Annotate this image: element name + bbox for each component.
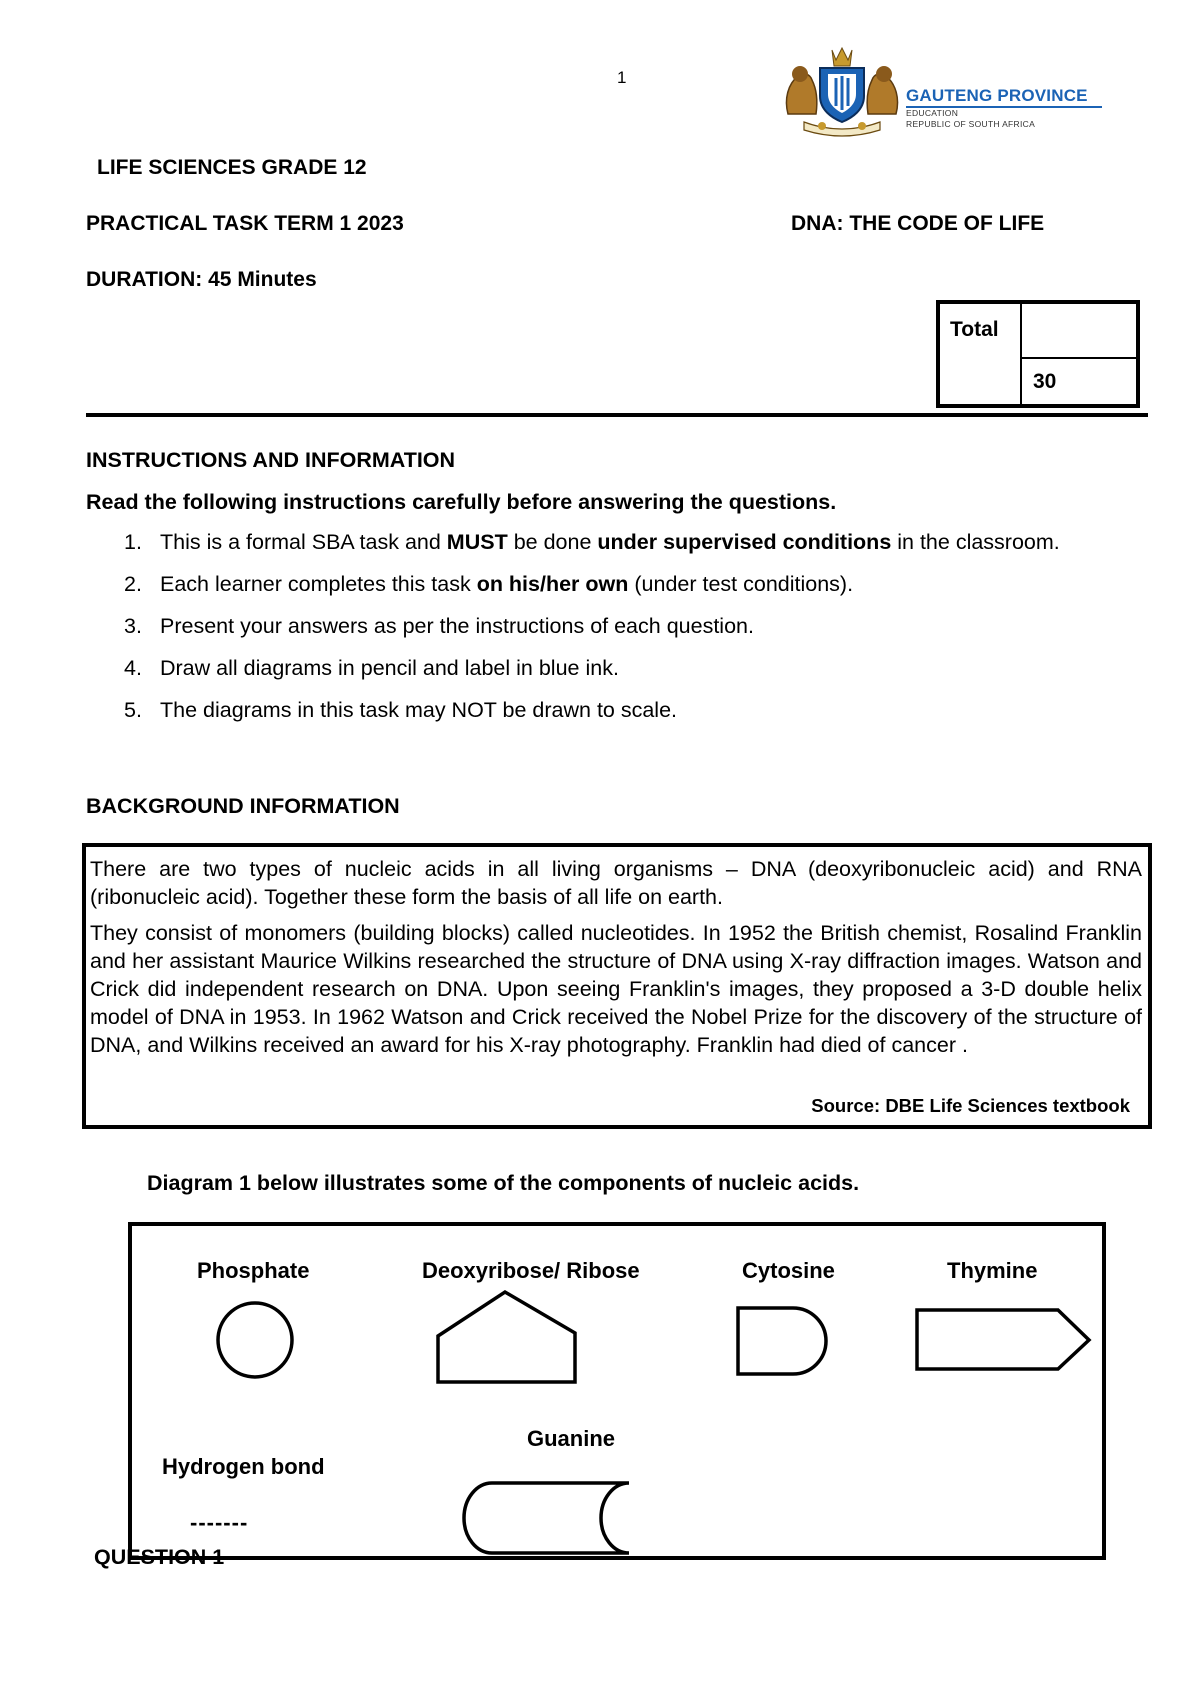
list-item: 2. Each learner completes this task on his/her own (under test conditions). (124, 572, 854, 596)
page-number: 1 (617, 68, 627, 87)
list-item: 3. Present your answers as per the instructions of each question. (124, 614, 754, 638)
diagram-caption: Diagram 1 below illustrates some of the components of nucleic acids. (147, 1171, 860, 1195)
task-title: PRACTICAL TASK TERM 1 2023 (86, 212, 404, 235)
header-rule (86, 413, 1148, 417)
total-box-divider (1020, 304, 1022, 404)
subject-title: LIFE SCIENCES GRADE 12 (97, 156, 367, 179)
gauteng-logo (780, 44, 1110, 138)
logo-subtitle-education: EDUCATION (906, 108, 959, 118)
thymine-label: Thymine (947, 1258, 1038, 1283)
cytosine-label: Cytosine (742, 1258, 835, 1283)
duration-label: DURATION: (86, 268, 203, 291)
background-source: Source: DBE Life Sciences textbook (811, 1095, 1130, 1116)
duration-unit: Minutes (237, 268, 317, 291)
logo-subtitle-republic: REPUBLIC OF SOUTH AFRICA (906, 119, 1036, 129)
phosphate-label: Phosphate (197, 1258, 310, 1283)
total-marks-box (936, 300, 1140, 408)
nucleotide-shapes (132, 1226, 1102, 1556)
instructions-heading: INSTRUCTIONS AND INFORMATION (86, 448, 456, 472)
list-item: 1. This is a formal SBA task and MUST be done under supervised conditions in the classroom. (124, 530, 1060, 554)
duration-value: 45 (208, 268, 232, 291)
duration (86, 268, 317, 292)
hydrogen-bond-symbol: ------- (190, 1510, 249, 1535)
background-info-box (82, 843, 1152, 1129)
total-label: Total (950, 318, 999, 341)
guanine-shape-icon (464, 1483, 629, 1553)
sugar-pentagon-icon (438, 1292, 575, 1382)
cytosine-shape-icon (738, 1308, 826, 1374)
instructions-list (86, 527, 1086, 737)
logo-title: GAUTENG PROVINCE (906, 86, 1088, 105)
question-heading: QUESTION 1 (94, 1545, 225, 1569)
thymine-shape-icon (917, 1310, 1089, 1369)
instructions-intro: Read the following instructions carefully before answering the questions. (86, 490, 837, 514)
total-box-divider (1020, 357, 1136, 359)
background-heading: BACKGROUND INFORMATION (86, 794, 400, 818)
list-item: 5. The diagrams in this task may NOT be drawn to scale. (124, 698, 678, 722)
coat-of-arms-icon (780, 44, 904, 138)
background-paragraph-2: They consist of monomers (building blocks) called nucleotides. In 1952 the British chemist, Rosalind Franklin and her assistant Maurice Wilkins researched the structure of DNA using X-ray diffraction images. Watson and Crick did independent research on DNA. Upon seeing Franklin's images, they proposed a 3-D double helix model of DNA in 1953. In 1962 Watson and Crick received the Nobel Prize for the discovery of the structure of DNA, and Wilkins received an award for his X-ray photography. Franklin had died of cancer . (90, 921, 1142, 1057)
diagram-1 (128, 1222, 1106, 1560)
background-paragraph-1: There are two types of nucleic acids in all living organisms – DNA (deoxyribonucleic acid) and RNA (ribonucleic acid). Together these form the basis of all life on earth. (90, 857, 1142, 909)
sugar-label: Deoxyribose/ Ribose (422, 1258, 640, 1283)
topic-title: DNA: THE CODE OF LIFE (791, 212, 1045, 235)
hydrogen-bond-label: Hydrogen bond (162, 1454, 325, 1479)
phosphate-circle-icon (218, 1303, 292, 1377)
guanine-label: Guanine (527, 1426, 616, 1451)
total-max-marks: 30 (1033, 370, 1057, 393)
list-item: 4. Draw all diagrams in pencil and label in blue ink. (124, 656, 619, 680)
